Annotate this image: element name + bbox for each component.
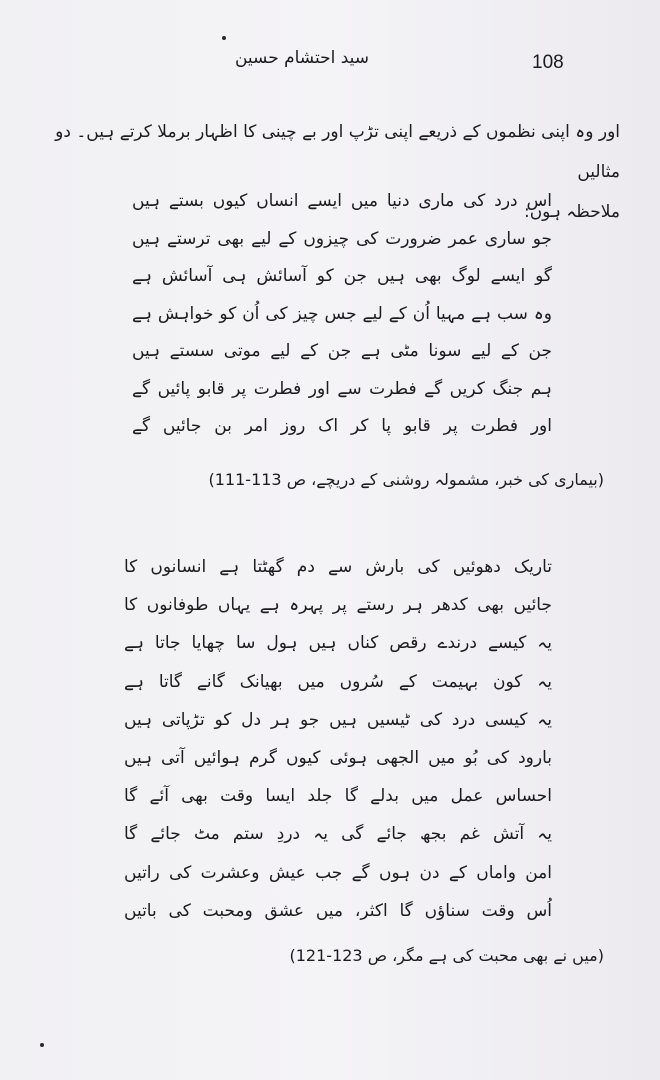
print-speck	[222, 36, 226, 40]
poem-1-citation: (بیماری کی خبر، مشمولہ روشنی کے دریچے، ص 113-111)	[208, 470, 604, 489]
verse-line: امن واماں کے دن ہوں گے جب عیش وعشرت کی راتیں	[124, 862, 552, 883]
verse-line: جائیں بھی کدھر ہر رستے پر پہرہ ہے یہاں طوفانوں کا	[124, 595, 552, 616]
verse-line: ہم جنگ کریں گے فطرت سے اور فطرت پر قابو پائیں گے	[132, 378, 552, 399]
poem-2	[124, 548, 552, 930]
verse-line: تاریک دھوئیں کی بارش سے دم گھٹتا ہے انسانوں کا	[124, 557, 552, 577]
verse-line: اس درد کی ماری دنیا میں ایسے انساں کیوں بستے ہیں	[132, 191, 552, 211]
verse-line: یہ کون بہیمت کے سُروں میں بھیانک گانے گاتا ہے	[124, 671, 552, 692]
poem-2-citation: (میں نے بھی محبت کی ہے مگر، ص 123-121)	[289, 946, 604, 965]
running-head: سید احتشام حسین	[234, 48, 370, 68]
verse-line: یہ کیسے درندے رقص کناں ہیں ہول سا چھایا جاتا ہے	[124, 633, 552, 654]
poem-1	[132, 183, 552, 446]
verse-line: وہ سب ہے مہیا اُن کے لیے جس چیز کی اُن کو خواہش ہے	[132, 303, 552, 324]
verse-line: اُس وقت سناؤں گا اکثر، میں عشق ومحبت کی باتیں	[124, 900, 552, 921]
verse-line: یہ آتش غم بجھ جائے گی یہ دردِ ستم مٹ جائے گا	[124, 824, 552, 845]
verse-line: احساس عمل میں بدلے گا جلد ایسا وقت بھی آئے گا	[124, 786, 552, 807]
verse-line: جن کے لیے سونا مٹی ہے جن کے لیے موتی سستے ہیں	[132, 341, 552, 361]
verse-line: یہ کیسی درد کی ٹیسیں ہیں جو ہر دل کو تڑپاتی ہیں	[124, 709, 552, 730]
print-speck	[40, 1043, 44, 1047]
verse-line: گو ایسے لوگ بھی ہیں جن کو آسائش ہی آسائش ہے	[132, 266, 552, 286]
verse-line: جو ساری عمر ضرورت کی چیزوں کے لیے بھی ترستے ہیں	[132, 228, 552, 249]
page-number: 108	[532, 52, 564, 73]
verse-line: اور فطرت پر قابو پا کر اک روز امر بن جائیں گے	[132, 416, 552, 436]
intro-line: ملاحظہ ہوں:	[523, 202, 620, 222]
verse-line: بارود کی بُو میں الجھی ہوئی کیوں گرم ہوائیں آتی ہیں	[124, 747, 552, 768]
intro-line: اور وہ اپنی نظموں کے ذریعے اپنی تڑپ اور بے چینی کا اظہار برملا کرتے ہیں۔ دو مثالیں	[55, 122, 620, 182]
